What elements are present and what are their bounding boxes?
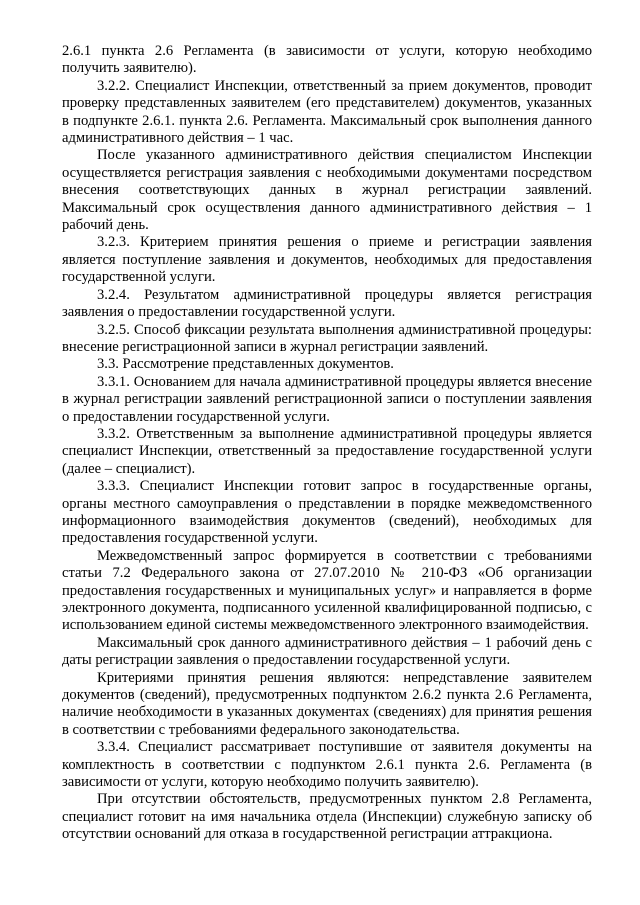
paragraph-3-2-4: 3.2.4. Результатом административной процедуры является регистрация заявления о предоставлении государственной услуги. bbox=[62, 286, 592, 321]
document-page bbox=[62, 43, 592, 844]
paragraph-3-3-4: 3.3.4. Специалист рассматривает поступившие от заявителя документы на комплектность в соответствии с подпунктом 2.6.1 пункта 2.6. Регламента (в зависимости от услуги, которую необходимо получить заявителю). bbox=[62, 739, 592, 791]
section-heading-3-3: 3.3. Рассмотрение представленных документов. bbox=[97, 356, 394, 373]
paragraph-continuation: 2.6.1 пункта 2.6 Регламента (в зависимости от услуги, которую необходимо получить заявителю). bbox=[62, 43, 592, 77]
paragraph-absence-of-circumstances: При отсутствии обстоятельств, предусмотренных пунктом 2.8 Регламента, специалист готовит на имя начальника отдела (Инспекции) служебную записку об отсутствии оснований для отказа в государственной регистрации аттракциона. bbox=[62, 791, 592, 843]
paragraph-criteria: Критериями принятия решения являются: непредставление заявителем документов (сведений), предусмотренных подпунктом 2.6.2 пункта 2.6 Регламента, наличие необходимости в указанных документах (сведениях) для принятия решения в соответствии с требованиями федерального законодательства. bbox=[62, 669, 592, 738]
paragraph-registration: После указанного административного действия специалистом Инспекции осуществляется регистрация заявления с необходимыми документами посредством внесения соответствующих данных в журнал регистрации заявлений. Максимальный срок осуществления данного административного действия – 1 рабочий день. bbox=[62, 147, 592, 234]
paragraph-max-term: Максимальный срок данного административного действия – 1 рабочий день с даты регистрации заявления о предоставлении государственной услуги. bbox=[62, 634, 592, 669]
paragraph-interagency-request: Межведомственный запрос формируется в соответствии с требованиями статьи 7.2 Федерального закона от 27.07.2010 № 210-ФЗ «Об организации предоставления государственных и муниципальных услуг» и направляется в форме электронного документа, подписанного усиленной квалифицированной подписью, с использованием единой системы межведомственного электронного взаимодействия. bbox=[62, 547, 592, 634]
paragraph-3-2-3: 3.2.3. Критерием принятия решения о приеме и регистрации заявления является поступление заявления и документов, необходимых для предоставления государственной услуги. bbox=[62, 234, 592, 286]
paragraph-3-2-2: 3.2.2. Специалист Инспекции, ответственный за прием документов, проводит проверку представленных заявителем (его представителем) документов, указанных в подпункте 2.6.1. пункта 2.6. Регламента. Максимальный срок выполнения данного административного действия – 1 час. bbox=[62, 77, 592, 147]
paragraph-3-3-2: 3.3.2. Ответственным за выполнение административной процедуры является специалист Инспекции, ответственный за предоставление государственной услуги (далее – специалист). bbox=[62, 425, 592, 477]
paragraph-3-3-1: 3.3.1. Основанием для начала административной процедуры является внесение в журнал регистрации заявлений регистрационной записи о поступлении заявления о предоставлении государственной услуги. bbox=[62, 373, 592, 425]
paragraph-3-2-5: 3.2.5. Способ фиксации результата выполнения административной процедуры: внесение регистрационной записи в журнал регистрации заявлений. bbox=[62, 321, 592, 355]
paragraph-3-3-3: 3.3.3. Специалист Инспекции готовит запрос в государственные органы, органы местного самоуправления о представлении в порядке межведомственного информационного взаимодействия документов (сведений), необходимых для предоставления государственной услуги. bbox=[62, 478, 592, 547]
